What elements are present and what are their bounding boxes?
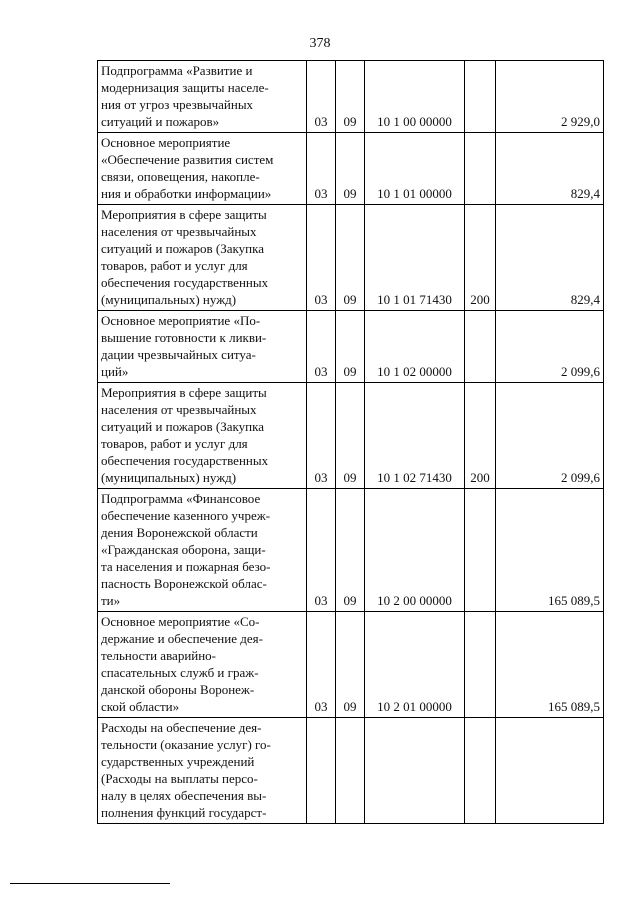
table-body [98,61,604,824]
page-number: 378 [309,36,331,51]
row-sum-cell: 2 099,6 [496,311,604,383]
row-sum-cell: 2 099,6 [496,383,604,489]
table-row [98,489,604,612]
footer-divider [10,883,170,884]
row-type-cell [465,718,496,824]
row-type-cell [465,612,496,718]
row-sum-cell: 829,4 [496,205,604,311]
row-section-cell: 03 [307,61,336,133]
row-sum-cell: 165 089,5 [496,612,604,718]
table-row [98,61,604,133]
row-name-text: Основное мероприятие «Со- держание и обеспечение дея- тельности аварийно- спасательных служб и граж- данской обороны Воронеж- ской области» [101,614,263,714]
row-subsection-cell: 09 [336,205,365,311]
row-subsection-cell: 09 [336,383,365,489]
row-name-text: Подпрограмма «Финансовое обеспечение казенного учреж- дения Воронежской области «Гражданская оборона, защи- та населения и пожарная безо- пасность Воронежской облас- ти» [101,491,271,608]
row-name-text: Мероприятия в сфере защиты населения от чрезвычайных ситуаций и пожаров (Закупка товаров, работ и услуг для обеспечения государственных (муниципальных) нужд) [101,385,269,485]
row-sum-cell: 165 089,5 [496,489,604,612]
table-row [98,133,604,205]
row-name-text: Основное мероприятие «Обеспечение развития систем связи, оповещения, накопле- ния и обработки информации» [101,135,274,201]
row-code-cell [365,718,465,824]
row-name-text: Мероприятия в сфере защиты населения от чрезвычайных ситуаций и пожаров (Закупка товаров, работ и услуг для обеспечения государственных (муниципальных) нужд) [101,207,269,307]
row-name-text: Основное мероприятие «По- вышение готовности к ликви- дации чрезвычайных ситуа- ций» [101,313,267,379]
row-name-cell [98,383,307,489]
row-subsection-cell: 09 [336,61,365,133]
row-name-cell [98,489,307,612]
row-section-cell: 03 [307,612,336,718]
row-code-cell: 10 2 01 00000 [365,612,465,718]
row-section-cell: 03 [307,205,336,311]
row-subsection-cell: 09 [336,489,365,612]
table-row [98,383,604,489]
row-sum-cell [496,718,604,824]
row-name-text: Расходы на обеспечение дея- тельности (оказание услуг) го- сударственных учреждений (Расходы на выплаты персо- налу в целях обеспечения вы- полнения функций государст- [101,720,271,820]
row-type-cell: 200 [465,205,496,311]
table-row [98,311,604,383]
row-section-cell: 03 [307,383,336,489]
row-type-cell [465,311,496,383]
row-subsection-cell: 09 [336,612,365,718]
table-row [98,718,604,824]
row-section-cell [307,718,336,824]
row-sum-cell: 2 929,0 [496,61,604,133]
row-name-cell [98,612,307,718]
row-type-cell: 200 [465,383,496,489]
row-section-cell: 03 [307,133,336,205]
table-row [98,612,604,718]
row-type-cell [465,133,496,205]
row-sum-cell: 829,4 [496,133,604,205]
row-type-cell [465,489,496,612]
row-subsection-cell [336,718,365,824]
row-code-cell: 10 1 02 00000 [365,311,465,383]
row-subsection-cell: 09 [336,311,365,383]
row-code-cell: 10 1 01 00000 [365,133,465,205]
row-code-cell: 10 2 00 00000 [365,489,465,612]
row-section-cell: 03 [307,311,336,383]
row-code-cell: 10 1 00 00000 [365,61,465,133]
row-section-cell: 03 [307,489,336,612]
row-name-cell [98,61,307,133]
budget-table [97,60,604,824]
row-name-cell [98,311,307,383]
row-name-cell [98,133,307,205]
row-name-text: Подпрограмма «Развитие и модернизация защиты населе- ния от угроз чрезвычайных ситуаций и пожаров» [101,63,269,129]
row-type-cell [465,61,496,133]
row-name-cell [98,718,307,824]
table-row [98,205,604,311]
row-name-cell [98,205,307,311]
row-code-cell: 10 1 01 71430 [365,205,465,311]
row-code-cell: 10 1 02 71430 [365,383,465,489]
row-subsection-cell: 09 [336,133,365,205]
